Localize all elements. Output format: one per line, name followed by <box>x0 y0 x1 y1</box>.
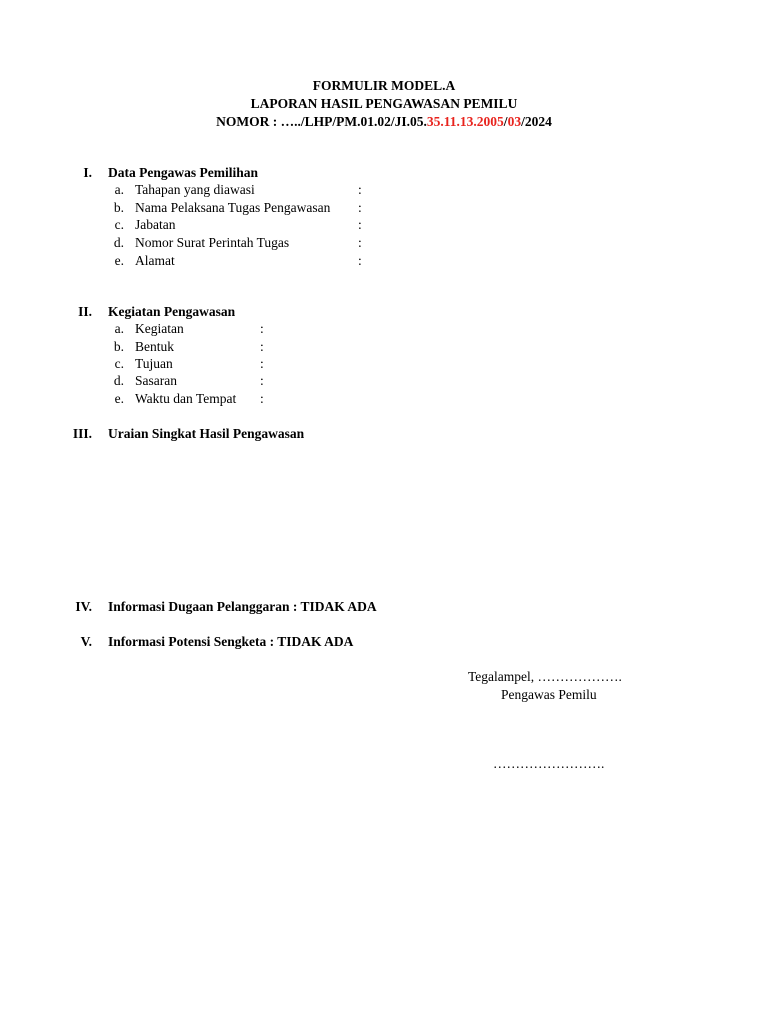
report-number-prefix: NOMOR : …../LHP/PM.01.02/JI.05. <box>216 114 427 129</box>
item-colon: : <box>358 235 362 250</box>
item-colon: : <box>358 182 362 197</box>
item-letter: c. <box>114 217 124 232</box>
item-label: Bentuk <box>135 339 174 354</box>
item-letter: a. <box>114 182 124 197</box>
report-title: LAPORAN HASIL PENGAWASAN PEMILU <box>250 96 518 111</box>
report-number <box>0 113 768 131</box>
item-label: Nama Pelaksana Tugas Pengawasan <box>135 200 331 215</box>
item-letter: a. <box>114 321 124 336</box>
item-label: Nomor Surat Perintah Tugas <box>135 235 290 250</box>
report-number-code: 35.11.13.2005 <box>426 114 504 129</box>
item-colon: : <box>358 217 362 232</box>
section-5-title: Informasi Potensi Sengketa : TIDAK ADA <box>108 634 354 649</box>
item-label: Jabatan <box>135 217 176 232</box>
section-1-title: Data Pengawas Pemilihan <box>108 165 258 180</box>
section-4-number: IV. <box>75 599 92 614</box>
report-number-separator: / <box>503 114 508 129</box>
section-4-title: Informasi Dugaan Pelanggaran : TIDAK ADA <box>108 599 377 614</box>
item-label: Kegiatan <box>135 321 184 336</box>
section-1-number: I. <box>83 165 92 180</box>
item-label: Tujuan <box>135 356 173 371</box>
report-number-year: /2024 <box>521 114 552 129</box>
item-letter: d. <box>113 235 124 250</box>
item-letter: e. <box>114 253 124 268</box>
signature-name-blank: ……………………. <box>493 756 605 771</box>
item-colon: : <box>260 321 264 336</box>
item-colon: : <box>260 373 264 388</box>
item-colon: : <box>260 356 264 371</box>
item-colon: : <box>260 391 264 406</box>
item-colon: : <box>358 200 362 215</box>
signature-place-date: Tegalampel, ………………. <box>468 669 622 684</box>
item-label: Alamat <box>135 253 175 268</box>
item-letter: c. <box>114 356 124 371</box>
form-model-title: FORMULIR MODEL.A <box>312 78 456 93</box>
item-letter: b. <box>113 200 124 215</box>
item-label: Sasaran <box>135 373 177 388</box>
section-2-title: Kegiatan Pengawasan <box>108 304 236 319</box>
item-label: Tahapan yang diawasi <box>135 182 255 197</box>
report-number-month: 03 <box>507 114 522 129</box>
section-3-title: Uraian Singkat Hasil Pengawasan <box>108 426 305 441</box>
item-letter: b. <box>113 339 124 354</box>
item-label: Waktu dan Tempat <box>135 391 237 406</box>
section-3-number: III. <box>72 426 92 441</box>
section-5-number: V. <box>80 634 92 649</box>
signature-role: Pengawas Pemilu <box>501 687 597 702</box>
item-colon: : <box>260 339 264 354</box>
item-letter: e. <box>114 391 124 406</box>
item-letter: d. <box>113 373 124 388</box>
section-2-number: II. <box>78 304 92 319</box>
document-header <box>0 77 768 131</box>
item-colon: : <box>358 253 362 268</box>
